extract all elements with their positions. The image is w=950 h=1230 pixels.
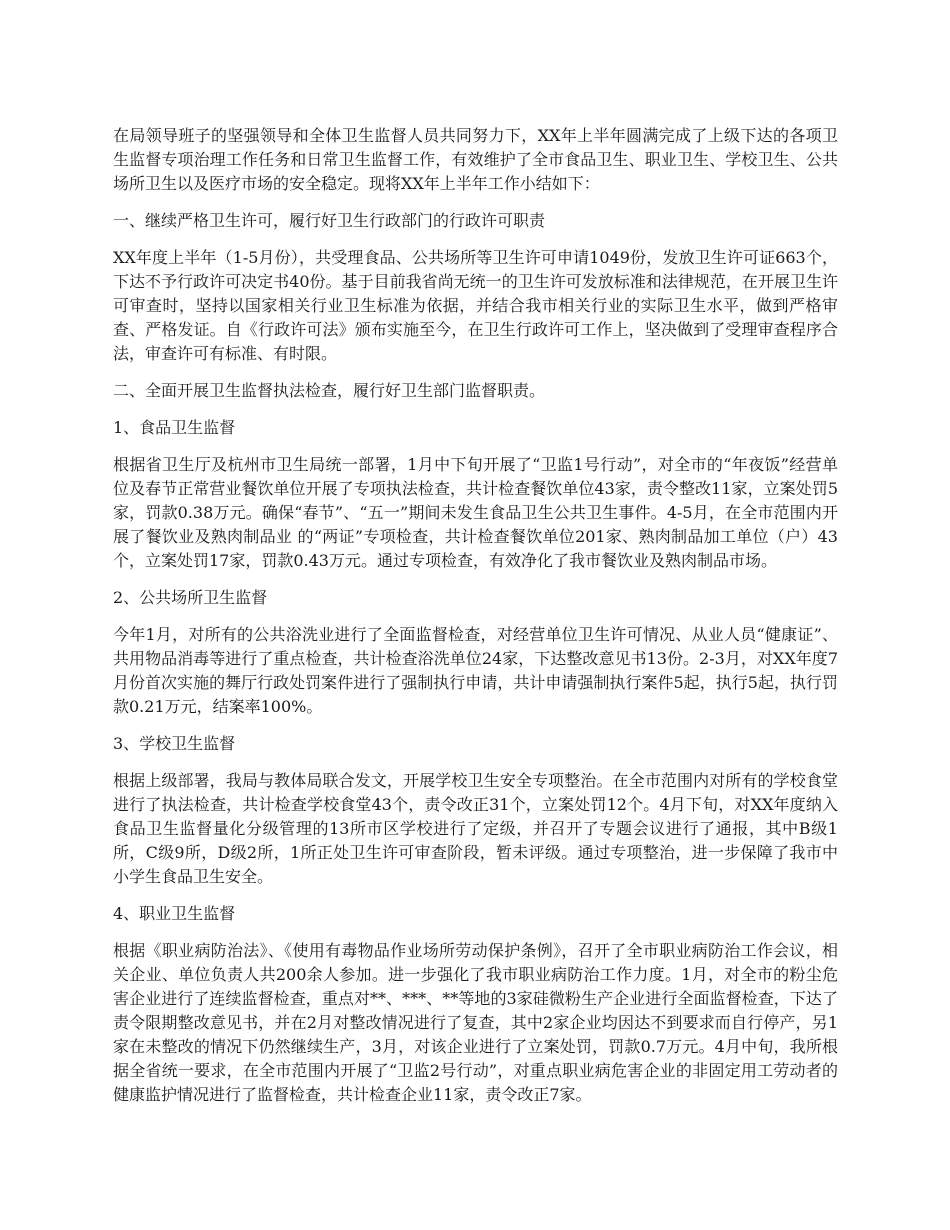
subsection-school-paragraph: 根据上级部署，我局与教体局联合发文，开展学校卫生安全专项整治。在全市范围内对所有的学校食堂进行了执法检查，共计检查学校食堂43个，责令改正31个，立案处罚12个。4月下旬，对XX年度纳入食品卫生监督量化分级管理的13所市区学校进行了定级，并召开了专题会议进行了通报，其中B级1所，C级9所，D级2所，1所正处卫生许可审查阶段，暂未评级。通过专项整治，进一步保障了我市中小学生食品卫生安全。 bbox=[113, 771, 838, 886]
subsection-occupational-heading: 4、职业卫生监督 bbox=[113, 904, 236, 923]
intro-paragraph: 在局领导班子的坚强领导和全体卫生监督人员共同努力下，XX年上半年圆满完成了上级下达的各项卫生监督专项治理工作任务和日常卫生监督工作，有效维护了全市食品卫生、职业卫生、学校卫生、公共场所卫生以及医疗市场的安全稳定。现将XX年上半年工作小结如下： bbox=[113, 126, 838, 193]
subsection-public-places-paragraph: 今年1月，对所有的公共浴洗业进行了全面监督检查，对经营单位卫生许可情况、从业人员“健康证”、共用物品消毒等进行了重点检查，共计检查浴洗单位24家，下达整改意见书13份。2-3月，对XX年度7月份首次实施的舞厅行政处罚案件进行了强制执行申请，共计申请强制执行案件5起，执行5起，执行罚款0.21万元，结案率100%。 bbox=[113, 625, 838, 716]
subsection-public-places-heading: 2、公共场所卫生监督 bbox=[113, 588, 268, 607]
subsection-food-heading: 1、食品卫生监督 bbox=[113, 418, 236, 437]
subsection-occupational-paragraph: 根据《职业病防治法》、《使用有毒物品作业场所劳动保护条例》，召开了全市职业病防治工作会议，相关企业、单位负责人共200余人参加。进一步强化了我市职业病防治工作力度。1月，对全市的粉尘危害企业进行了连续监督检查，重点对**、***、**等地的3家硅微粉生产企业进行全面监督检查，下达了责令限期整改意见书，并在2月对整改情况进行了复查，其中2家企业均因达不到要求而自行停产，另1家在未整改的情况下仍然继续生产，3月，对该企业进行了立案处罚，罚款0.7万元。4月中旬，我所根据全省统一要求，在全市范围内开展了“卫监2号行动”，对重点职业病危害企业的非固定用工劳动者的健康监护情况进行了监督检查，共计检查企业11家，责令改正7家。 bbox=[113, 941, 838, 1104]
section-1-paragraph: XX年度上半年（1-5月份），共受理食品、公共场所等卫生许可申请1049份，发放卫生许可证663个，下达不予行政许可决定书40份。基于目前我省尚无统一的卫生许可发放标准和法律规范，在开展卫生许可审查时，坚持以国家相关行业卫生标准为依据，并结合我市相关行业的实际卫生水平，做到严格审查、严格发证。自《行政许可法》颁布实施至今，在卫生行政许可工作上，坚决做到了受理审查程序合法，审查许可有标准、有时限。 bbox=[113, 248, 838, 363]
section-2-heading: 二、全面开展卫生监督执法检查，履行好卫生部门监督职责。 bbox=[113, 381, 546, 400]
section-1-heading: 一、继续严格卫生许可，履行好卫生行政部门的行政许可职责 bbox=[113, 211, 546, 230]
subsection-food-paragraph: 根据省卫生厅及杭州市卫生局统一部署，1月中下旬开展了“卫监1号行动”，对全市的“年夜饭”经营单位及春节正常营业餐饮单位开展了专项执法检查，共计检查餐饮单位43家，责令整改11家，立案处罚5家，罚款0.38万元。确保“春节”、“五一”期间未发生食品卫生公共卫生事件。4-5月，在全市范围内开展了餐饮业及熟肉制品业 的“两证”专项检查，共计检查餐饮单位201家、熟肉制品加工单位（户）43个，立案处罚17家，罚款0.43万元。通过专项检查，有效净化了我市餐饮业及熟肉制品市场。 bbox=[113, 455, 838, 570]
subsection-school-heading: 3、学校卫生监督 bbox=[113, 734, 236, 753]
